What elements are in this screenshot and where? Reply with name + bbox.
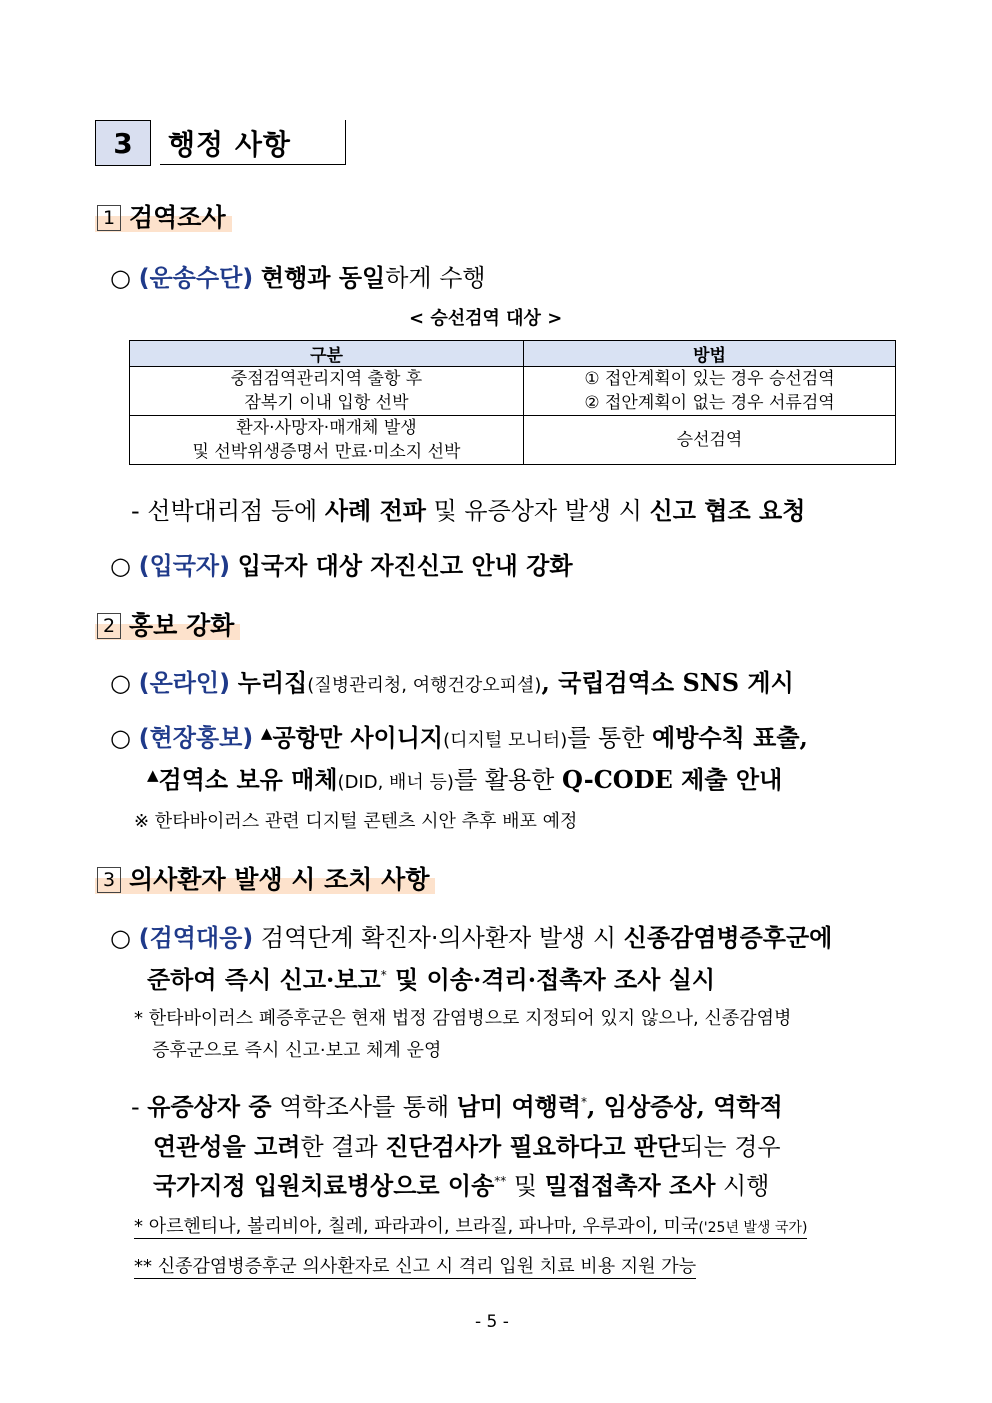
cell-line: 및 선박위생증명서 만료·미소지 선박	[192, 442, 461, 462]
table-cell	[130, 416, 524, 465]
footnote-text: ** 신종감염병증후군 의사환자로 신고 시 격리 입원 치료 비용 지원 가능	[134, 1256, 697, 1277]
text-bold: 검역소 보유 매체	[158, 765, 338, 794]
text-bold: 국가지정 입원치료병상으로 이송	[153, 1171, 495, 1200]
text-bold: 및 이송·격리·접촉자 조사 실시	[386, 965, 716, 994]
text: - 선박대리점 등에	[131, 497, 325, 525]
bullet-tag: (온라인)	[138, 669, 231, 697]
triangle-marker-icon: ▲	[260, 724, 273, 742]
bullet-tag: (현장홍보)	[138, 724, 254, 752]
bullet-tag: (검역대응)	[138, 924, 254, 952]
text-small: (디지털 모니터)	[443, 730, 568, 751]
table-header-row	[130, 341, 896, 367]
text: 시행	[715, 1172, 770, 1200]
text-bold: 남미 여행력	[456, 1092, 582, 1121]
table-header-method: 방법	[524, 341, 896, 367]
bullet-text-bold: 입국자 대상 자진신고 안내 강화	[237, 551, 573, 580]
footnote-hantavirus-line2: 증후군으로 즉시 신고·보고 체계 운영	[152, 1040, 442, 1061]
cell-line: ② 접안계획이 없는 경우 서류검역	[584, 393, 835, 413]
cell-line: ① 접안계획이 있는 경우 승선검역	[584, 369, 835, 389]
table-caption: < 승선검역 대상 >	[409, 308, 563, 329]
footnote-hantavirus-line1: * 한타바이러스 폐증후군은 현재 법정 감염병으로 지정되어 있지 않으나, 신종감염병	[134, 1008, 792, 1029]
text: 를 활용한	[453, 766, 562, 794]
text: 및	[506, 1172, 545, 1200]
dash-item-agency	[131, 491, 805, 526]
footnote-text: * 아르헨티나, 볼리비아, 칠레, 파라과이, 브라질, 파나마, 우루과이, 미국	[134, 1216, 699, 1237]
bullet-transport	[110, 258, 486, 293]
text-bold: 준하여 즉시 신고·보고	[147, 965, 381, 994]
cell-line: 승선검역	[676, 430, 743, 450]
circle-bullet-icon: ○	[110, 264, 131, 292]
dash-item-symptomatic-line2	[153, 1127, 781, 1162]
footnote-countries	[134, 1212, 807, 1238]
boarding-quarantine-table	[129, 340, 896, 465]
subheading-3-number: 3	[97, 867, 121, 893]
reference-note: ※ 한타바이러스 관련 디지털 콘텐츠 시안 추후 배포 예정	[134, 811, 578, 832]
bullet-tag: (운송수단)	[138, 264, 254, 292]
subheading-1-title: 검역조사	[129, 203, 226, 232]
triangle-marker-icon: ▲	[147, 766, 159, 784]
text-bold: , 국립검역소 SNS 게시	[541, 668, 794, 697]
text-bold: 밀접접촉자 조사	[544, 1171, 716, 1200]
text-bold: 공항만 사이니지	[272, 723, 444, 752]
text: 한 결과	[300, 1133, 386, 1161]
subheading-1-number: 1	[97, 205, 121, 231]
table-cell	[130, 367, 524, 416]
text-bold: 신종감염병증후군에	[623, 923, 833, 952]
bullet-quarantine-response	[110, 918, 832, 953]
circle-bullet-icon: ○	[110, 724, 131, 752]
subheading-2	[95, 606, 240, 642]
text-bold: 예방수칙 표출,	[652, 723, 808, 752]
cell-line: 잠복기 이내 입항 선박	[244, 393, 409, 413]
page-number: - 5 -	[475, 1312, 509, 1332]
table-cell	[524, 416, 896, 465]
footnote-small: ('25년 발생 국가)	[698, 1220, 808, 1236]
bullet-text-bold: 현행과 동일	[260, 263, 386, 292]
text-bold: 사례 전파	[324, 496, 426, 525]
text-small: (DID, 배너 등)	[337, 772, 454, 793]
cell-line: 환자·사망자·매개체 발생	[236, 418, 417, 438]
text-bold: , 임상증상, 역학적	[587, 1092, 783, 1121]
text: 검역단계 확진자·의사환자 발생 시	[260, 924, 624, 952]
text: 및 유증상자 발생 시	[425, 497, 650, 525]
text: 를 통한	[567, 724, 653, 752]
footnote-mark: *	[581, 1095, 588, 1109]
subheading-1	[95, 198, 232, 234]
text-small: (질병관리청, 여행건강오피셜)	[307, 675, 542, 696]
dash-item-symptomatic-line3	[153, 1166, 769, 1201]
bullet-quarantine-response-line2	[147, 960, 715, 995]
text-bold: Q-CODE 제출 안내	[561, 765, 783, 794]
table-row	[130, 367, 896, 416]
footnote-cost-support	[134, 1252, 696, 1278]
text: 역학조사를 통해	[271, 1093, 457, 1121]
text-bold: 신고 협조 요청	[649, 496, 806, 525]
bullet-entrants	[110, 546, 573, 581]
bullet-online	[110, 663, 794, 698]
circle-bullet-icon: ○	[110, 669, 131, 697]
circle-bullet-icon: ○	[110, 552, 131, 580]
section-number: 3	[95, 120, 151, 166]
cell-line: 중점검역관리지역 출항 후	[230, 369, 423, 389]
bullet-tag: (입국자)	[138, 552, 231, 580]
text-bold: 유증상자 중	[147, 1092, 272, 1121]
section-title: 행정 사항	[168, 128, 291, 161]
dash-item-symptomatic	[131, 1087, 783, 1122]
text-bold: 누리집	[237, 668, 308, 697]
subheading-3	[95, 860, 435, 896]
table-row	[130, 416, 896, 465]
bullet-onsite-line2	[147, 760, 782, 795]
subheading-2-title: 홍보 강화	[129, 611, 235, 640]
bullet-text: 하게 수행	[385, 264, 486, 292]
subheading-3-title: 의사환자 발생 시 조치 사항	[129, 865, 430, 894]
footnote-mark: **	[494, 1174, 507, 1188]
text-bold: 진단검사가 필요하다고 판단	[385, 1132, 681, 1161]
bullet-onsite	[110, 718, 808, 753]
subheading-2-number: 2	[97, 613, 121, 639]
text-bold: 연관성을 고려	[153, 1132, 301, 1161]
text: 되는 경우	[680, 1133, 781, 1161]
circle-bullet-icon: ○	[110, 924, 131, 952]
table-header-category: 구분	[130, 341, 524, 367]
text: -	[131, 1093, 148, 1121]
footnote-mark: *	[380, 968, 387, 982]
table-cell	[524, 367, 896, 416]
